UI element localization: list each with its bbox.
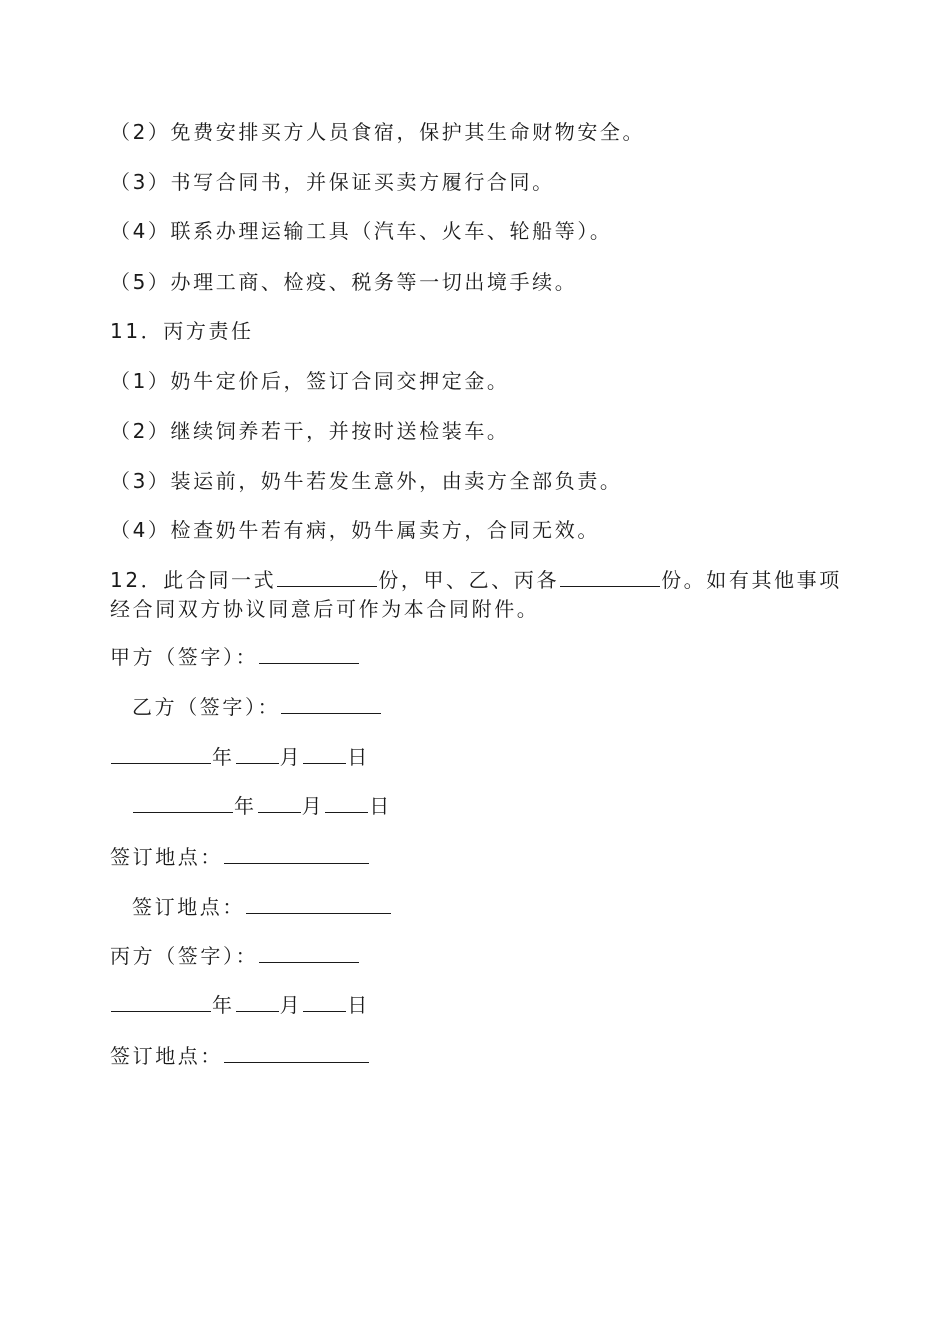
party-b-day-blank[interactable] xyxy=(325,792,368,813)
party-c-day-blank[interactable] xyxy=(303,991,346,1012)
party-b-year-blank[interactable] xyxy=(133,792,233,813)
section-12-paragraph xyxy=(110,566,845,624)
party-c-duty-item-2: （2）继续饲养若干，并按时送检装车。 xyxy=(110,419,510,443)
party-c-year-blank[interactable] xyxy=(111,991,211,1012)
party-a-place-row xyxy=(110,843,370,869)
party-c-duty-item-1: （1）奶牛定价后，签订合同交押定金。 xyxy=(110,369,510,393)
year-label: 年 xyxy=(212,745,235,769)
month-label: 月 xyxy=(279,745,303,769)
party-b-place-row xyxy=(132,893,392,919)
party-a-month-blank[interactable] xyxy=(236,743,279,764)
party-b-place-blank[interactable] xyxy=(246,893,391,914)
section-12-text-1: 12．此合同一式 xyxy=(110,568,277,592)
party-c-duty-item-4: （4）检查奶牛若有病，奶牛属卖方，合同无效。 xyxy=(110,518,600,542)
party-c-label: 丙方（签字）： xyxy=(110,944,259,968)
party-c-place-blank[interactable] xyxy=(224,1042,369,1063)
section-12-text-2: 份，甲、乙、丙各 xyxy=(378,568,560,592)
place-label: 签订地点： xyxy=(132,895,245,919)
day-label: 日 xyxy=(347,993,370,1017)
seller-duty-item-4: （4）联系办理运输工具（汽车、火车、轮船等）。 xyxy=(110,219,613,243)
party-c-duty-item-3: （3）装运前，奶牛若发生意外，由卖方全部负责。 xyxy=(110,469,623,493)
copies-total-blank[interactable] xyxy=(277,566,377,587)
section-11-heading: 11．丙方责任 xyxy=(110,319,254,343)
party-a-signature-blank[interactable] xyxy=(259,643,359,664)
party-c-signature-row xyxy=(110,942,360,968)
party-a-place-blank[interactable] xyxy=(224,843,369,864)
year-label: 年 xyxy=(212,993,235,1017)
month-label: 月 xyxy=(301,794,325,818)
place-label: 签订地点： xyxy=(110,845,223,869)
section-12-text-3: 份。如有其他事项经合同双方协议同意后可作为本合同附件。 xyxy=(110,568,842,621)
party-b-date-row xyxy=(132,792,392,818)
copies-each-blank[interactable] xyxy=(560,566,660,587)
party-b-month-blank[interactable] xyxy=(258,792,301,813)
place-label: 签订地点： xyxy=(110,1044,223,1068)
party-a-label: 甲方（签字）： xyxy=(110,645,259,669)
party-a-date-row xyxy=(110,743,370,769)
day-label: 日 xyxy=(347,745,370,769)
party-c-signature-blank[interactable] xyxy=(259,942,359,963)
party-c-month-blank[interactable] xyxy=(236,991,279,1012)
month-label: 月 xyxy=(279,993,303,1017)
party-a-year-blank[interactable] xyxy=(111,743,211,764)
party-c-place-row xyxy=(110,1042,370,1068)
day-label: 日 xyxy=(369,794,392,818)
party-b-signature-blank[interactable] xyxy=(281,693,381,714)
seller-duty-item-3: （3）书写合同书，并保证买卖方履行合同。 xyxy=(110,170,555,194)
party-a-signature-row xyxy=(110,643,360,669)
seller-duty-item-2: （2）免费安排买方人员食宿，保护其生命财物安全。 xyxy=(110,120,646,144)
party-b-label: 乙方（签字）： xyxy=(132,695,281,719)
seller-duty-item-5: （5）办理工商、检疫、税务等一切出境手续。 xyxy=(110,270,578,294)
party-a-day-blank[interactable] xyxy=(303,743,346,764)
year-label: 年 xyxy=(234,794,257,818)
party-b-signature-row xyxy=(132,693,382,719)
party-c-date-row xyxy=(110,991,370,1017)
